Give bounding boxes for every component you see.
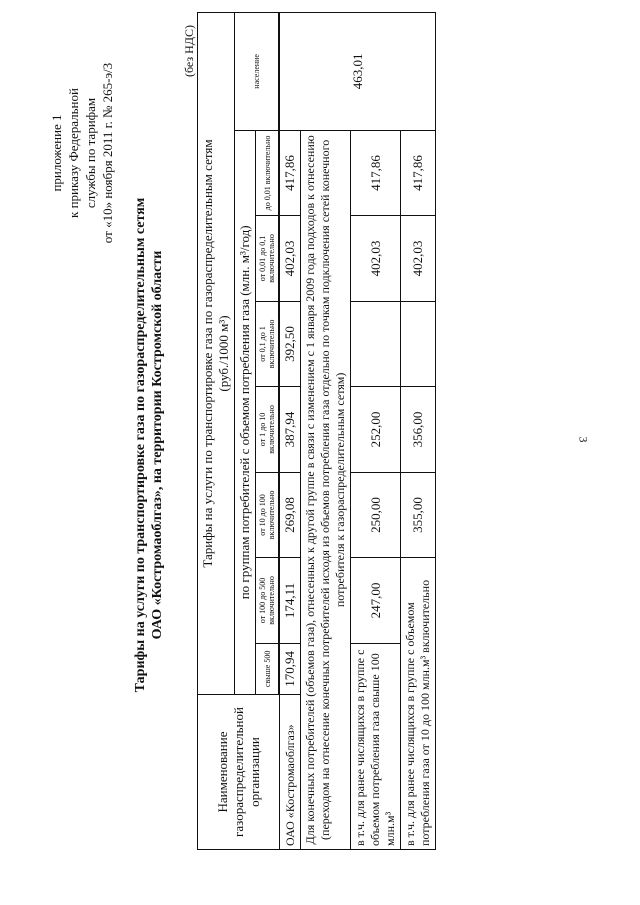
unit-header: (руб./1000 м³) — [216, 315, 231, 392]
table-row — [401, 13, 436, 850]
header-row — [198, 13, 235, 850]
vat-note: (без НДС) — [182, 25, 196, 78]
group-header: по группам потребителей с объемом потребления газа (млн. м³/год) — [235, 130, 256, 694]
table-cell: 402,03 — [351, 216, 401, 302]
table-cell: 170,94 — [280, 643, 301, 694]
table-cell: 269,08 — [280, 472, 301, 558]
table-row — [280, 13, 301, 850]
col-header-population: население — [235, 13, 279, 131]
org-name: ОАО «Костромаоблгаз» — [280, 695, 301, 850]
table-cell: 247,00 — [351, 558, 401, 644]
col-header: свыше 500 — [256, 643, 279, 694]
tariff-table — [197, 12, 436, 850]
col-header: от 10 до 100 включительно — [256, 472, 279, 558]
tariff-header — [198, 13, 235, 695]
col-header: от 0,1 до 1 включительно — [256, 301, 279, 387]
table-cell: 417,86 — [280, 130, 301, 216]
title-line: ОАО «Костромаоблгаз», на территории Костромской области — [150, 250, 165, 640]
population-value: 463,01 — [280, 13, 436, 131]
table-cell: 402,03 — [401, 216, 436, 302]
table-cell — [351, 301, 401, 387]
table-cell: 250,00 — [351, 472, 401, 558]
col-header: от 1 до 10 включительно — [256, 387, 279, 473]
table-row — [301, 13, 351, 850]
appendix-line: к приказу Федеральной — [66, 88, 81, 218]
table-cell: 402,03 — [280, 216, 301, 302]
col-header: до 0,01 включительно — [256, 130, 279, 216]
table-cell: 174,11 — [280, 558, 301, 644]
tariff-header-text: Тарифы на услуги по транспортировке газа по газораспределительным сетям — [200, 139, 215, 568]
table-cell: 417,86 — [351, 130, 401, 216]
appendix-line: от «10» ноября 2011 г. № 265-э/3 — [100, 62, 115, 244]
table-row — [351, 13, 401, 850]
title-line: Тарифы на услуги по транспортировке газа по газораспределительным сетям — [133, 197, 148, 693]
table-cell: 356,00 — [401, 387, 436, 473]
org-header: Наименование газораспределительной организации — [198, 695, 280, 850]
appendix-line: службы по тарифам — [83, 97, 98, 209]
document-title — [132, 105, 166, 785]
row-label: в т.ч. для ранее числящихся в группе с объемом потребления газа свыше 100 млн.м³ — [351, 643, 401, 849]
col-header: от 0,01 до 0,1 включительно — [256, 216, 279, 302]
table-cell: 392,50 — [280, 301, 301, 387]
table-cell: 252,00 — [351, 387, 401, 473]
table-cell: 417,86 — [401, 130, 436, 216]
note-row: Для конечных потребителей (объемов газа), отнесенных к другой группе в связи с изменением с 1 января 2009 года подходов к отнесению (переходом на отнесение конечных потребителей исходя из объемов потребления газа отдельно по точкам подключения сетей конечного потребителя к газораспределительным сетям) — [301, 130, 351, 849]
table-cell — [401, 301, 436, 387]
appendix-line: приложение 1 — [49, 114, 64, 192]
table-cell: 387,94 — [280, 387, 301, 473]
table-cell: 355,00 — [401, 472, 436, 558]
appendix-block — [48, 13, 116, 293]
col-header: от 100 до 500 включительно — [256, 558, 279, 644]
page-number: 3 — [576, 436, 591, 443]
row-label: в т.ч. для ранее числящихся в группе с объемом потребления газа от 10 до 100 млн.м³ включительно — [401, 558, 436, 850]
